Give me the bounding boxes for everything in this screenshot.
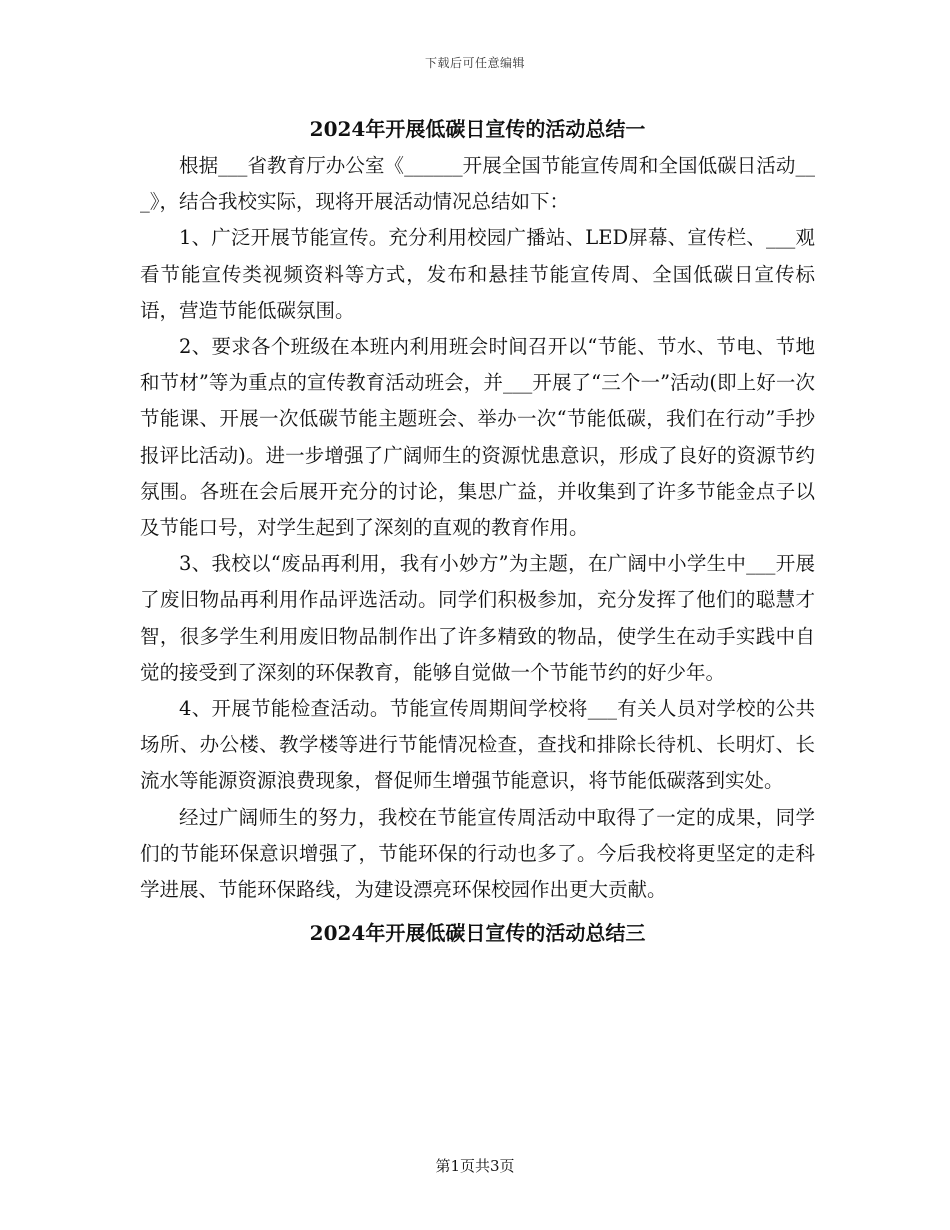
document-body: [140, 112, 815, 950]
page-number: 第1页共3页: [435, 1157, 515, 1175]
paragraph-item-3: 3、我校以“废品再利用，我有小妙方”为主题，在广阔中小学生中___开展了废旧物品再利用作品评选活动。同学们积极参加，充分发挥了他们的聪慧才智，很多学生利用废旧物品制作出了许多精致的物品，使学生在动手实践中自觉的接受到了深刻的环保教育，能够自觉做一个节能节约的好少年。: [140, 552, 815, 684]
document-title: 2024年开展低碳日宣传的活动总结一: [309, 117, 646, 141]
paragraph-item-1: 1、广泛开展节能宣传。充分利用校园广播站、LED屏幕、宣传栏、___观看节能宣传类视频资料等方式，发布和悬挂节能宣传周、全国低碳日宣传标语，营造节能低碳氛围。: [140, 226, 815, 322]
paragraph-item-4: 4、开展节能检查活动。节能宣传周期间学校将___有关人员对学校的公共场所、办公楼、教学楼等进行节能情况检查，查找和排除长待机、长明灯、长流水等能源资源浪费现象，督促师生增强节能意识，将节能低碳落到实处。: [140, 697, 815, 793]
paragraph-item-2: 2、要求各个班级在本班内利用班会时间召开以“节能、节水、节电、节地和节材”等为重点的宣传教育活动班会，并___开展了“三个一”活动(即上好一次节能课、开展一次低碳节能主题班会、举办一次“节能低碳，我们在行动”手抄报评比活动)。进一步增强了广阔师生的资源忧患意识，形成了良好的资源节约氛围。各班在会后展开充分的讨论，集思广益，并收集到了许多节能金点子以及节能口号，对学生起到了深刻的直观的教育作用。: [140, 335, 815, 540]
page-header-note: 下载后可任意编辑: [424, 56, 525, 70]
paragraph-conclusion: 经过广阔师生的努力，我校在节能宣传周活动中取得了一定的成果，同学们的节能环保意识增强了，节能环保的行动也多了。今后我校将更坚定的走科学进展、节能环保路线，为建设漂亮环保校园作出更大贡献。: [140, 805, 815, 902]
paragraph-intro: 根据___省教育厅办公室《______开展全国节能宣传周和全国低碳日活动___》，结合我校实际，现将开展活动情况总结如下：: [140, 154, 815, 214]
next-section-title: 2024年开展低碳日宣传的活动总结三: [309, 921, 646, 946]
